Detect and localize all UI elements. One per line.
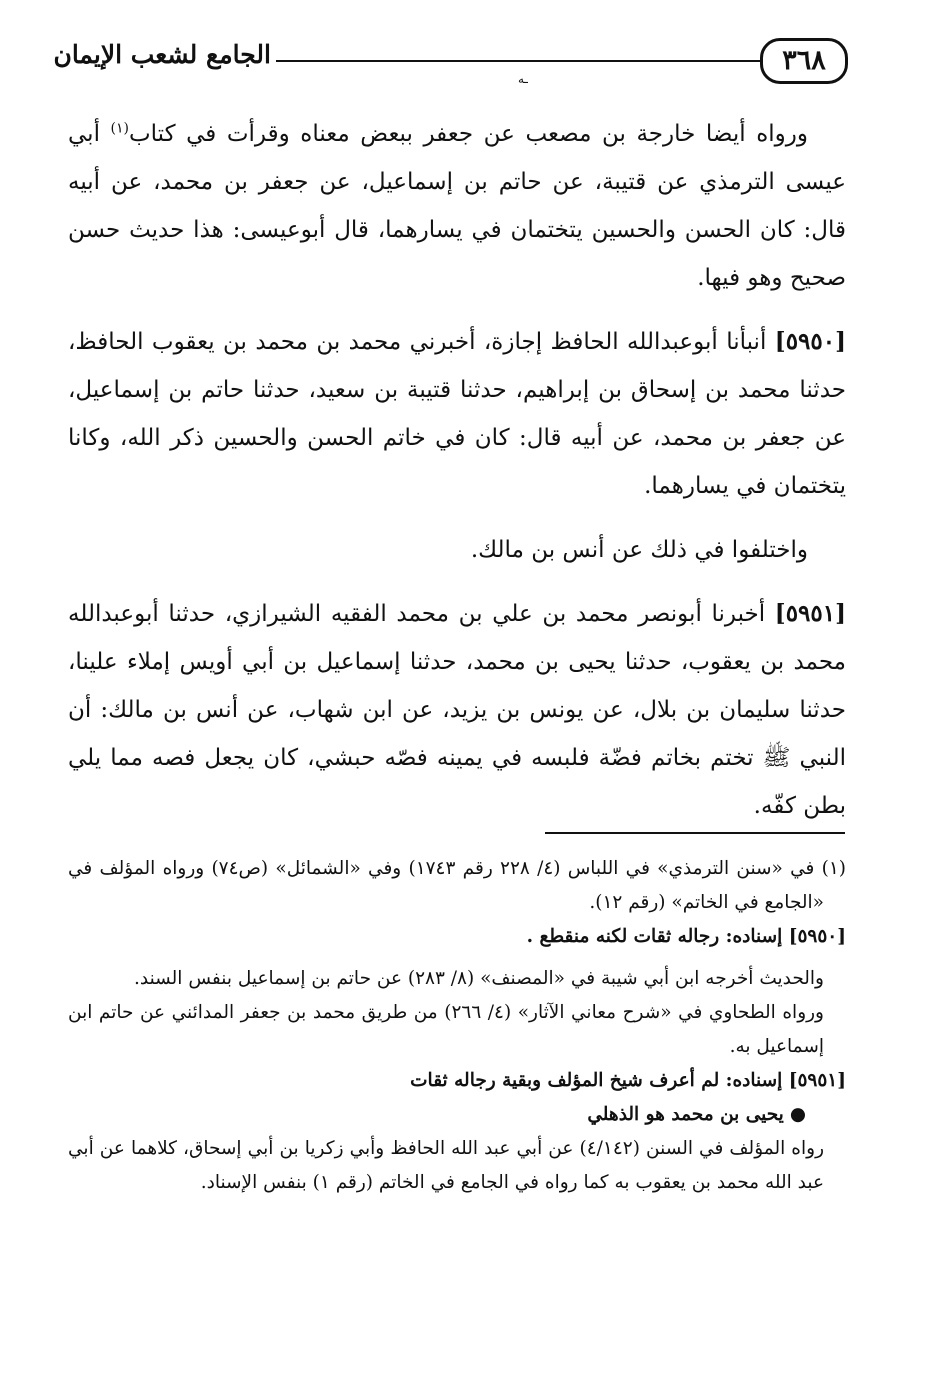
footnote-bullet-item	[68, 1098, 846, 1132]
footnote-1: (١) في «سنن الترمذي» في اللباس (٤/ ٢٢٨ رقم ١٧٤٣) وفي «الشمائل» (ص٧٤) ورواه المؤلف في «الجامع في الخاتم» (رقم ١٢).	[68, 858, 846, 913]
paragraph-1	[68, 110, 846, 302]
header-mark: ـه	[518, 72, 528, 86]
footnote-line: ورواه الطحاوي في «شرح معاني الآثار» (٤/ ٢٦٦) من طريق محمد بن جعفر المدائني عن حاتم ابن إسماعيل به.	[68, 1002, 824, 1057]
footnote-hadith-number: [٥٩٥١]	[788, 1070, 846, 1091]
footnote-text: يحيى بن محمد هو الذهلي	[587, 1104, 784, 1125]
footnote-text: إسناده: رجاله ثقات لكنه منقطع .	[526, 926, 789, 947]
bullet-icon: ●	[789, 1104, 806, 1125]
footnote-5950	[68, 920, 846, 954]
page-number: ٣٦٨	[760, 38, 848, 84]
footnote-ref-1[interactable]: (١)	[110, 120, 130, 137]
book-title: الجامع لشعب الإيمان	[53, 40, 271, 69]
footnote-5951	[68, 1064, 846, 1098]
paragraph-1-rest: أبي عيسى الترمذي عن قتيبة، عن حاتم بن إسماعيل، عن جعفر بن محمد، عن أبيه قال: كان الحسن والحسين يتختمان في يسارهما، قال أبوعيسى: هذا حديث حسن صحيح وهو فيها.	[68, 121, 846, 291]
header-rule	[276, 60, 760, 62]
hadith-number: [٥٩٥٠]	[774, 328, 846, 355]
paragraph-3: واختلفوا في ذلك عن أنس بن مالك.	[470, 537, 808, 563]
hadith-5951	[68, 590, 846, 830]
footnote-line: والحديث أخرجه ابن أبي شيبة في «المصنف» (٨/ ٢٨٣) عن حاتم بن إسماعيل بنفس السند.	[133, 968, 824, 989]
footnote-separator	[545, 832, 845, 834]
main-text	[68, 110, 846, 846]
hadith-text: أنبأنا أبوعبدالله الحافظ إجازة، أخبرني محمد بن محمد بن يعقوب الحافظ، حدثنا محمد بن إسحاق بن إبراهيم، حدثنا قتيبة بن سعيد، حدثنا حاتم بن إسماعيل، عن جعفر بن محمد، عن أبيه قال: كان في خاتم الحسن والحسين ذكر الله، وكانا يتختمان في يسارهما.	[68, 329, 846, 499]
footnote-line: رواه المؤلف في السنن (٤/١٤٢) عن أبي عبد الله الحافظ وأبي زكريا بن أبي إسحاق، كلاهما عن أبي عبد الله محمد بن يعقوب به كما رواه في الجامع في الخاتم (رقم ١) بنفس الإسناد.	[68, 1138, 825, 1193]
footnote-hadith-number: [٥٩٥٠]	[788, 926, 846, 947]
hadith-5950	[68, 318, 846, 510]
page-header	[53, 38, 848, 90]
hadith-number: [٥٩٥١]	[774, 600, 846, 627]
footnotes	[68, 852, 846, 1200]
hadith-text: أخبرنا أبونصر محمد بن علي بن محمد الفقيه الشيرازي، حدثنا أبوعبدالله محمد بن يعقوب، حدثنا يحيى بن محمد، حدثنا إسماعيل بن أبي أويس إملاء علينا، حدثنا سليمان بن بلال، عن يونس بن يزيد، عن ابن شهاب، عن أنس بن مالك: أن النبي ﷺ تختم بخاتم فضّة فلبسه في يمينه فصّه حبشي، كان يجعل فصه مما يلي بطن كفّه.	[68, 601, 846, 819]
paragraph-1-lead: ورواه أيضا خارجة بن مصعب عن جعفر ببعض معناه وقرأت في كتاب	[129, 121, 808, 147]
footnote-text: إسناده: لم أعرف شيخ المؤلف وبقية رجاله ثقات	[410, 1070, 789, 1091]
